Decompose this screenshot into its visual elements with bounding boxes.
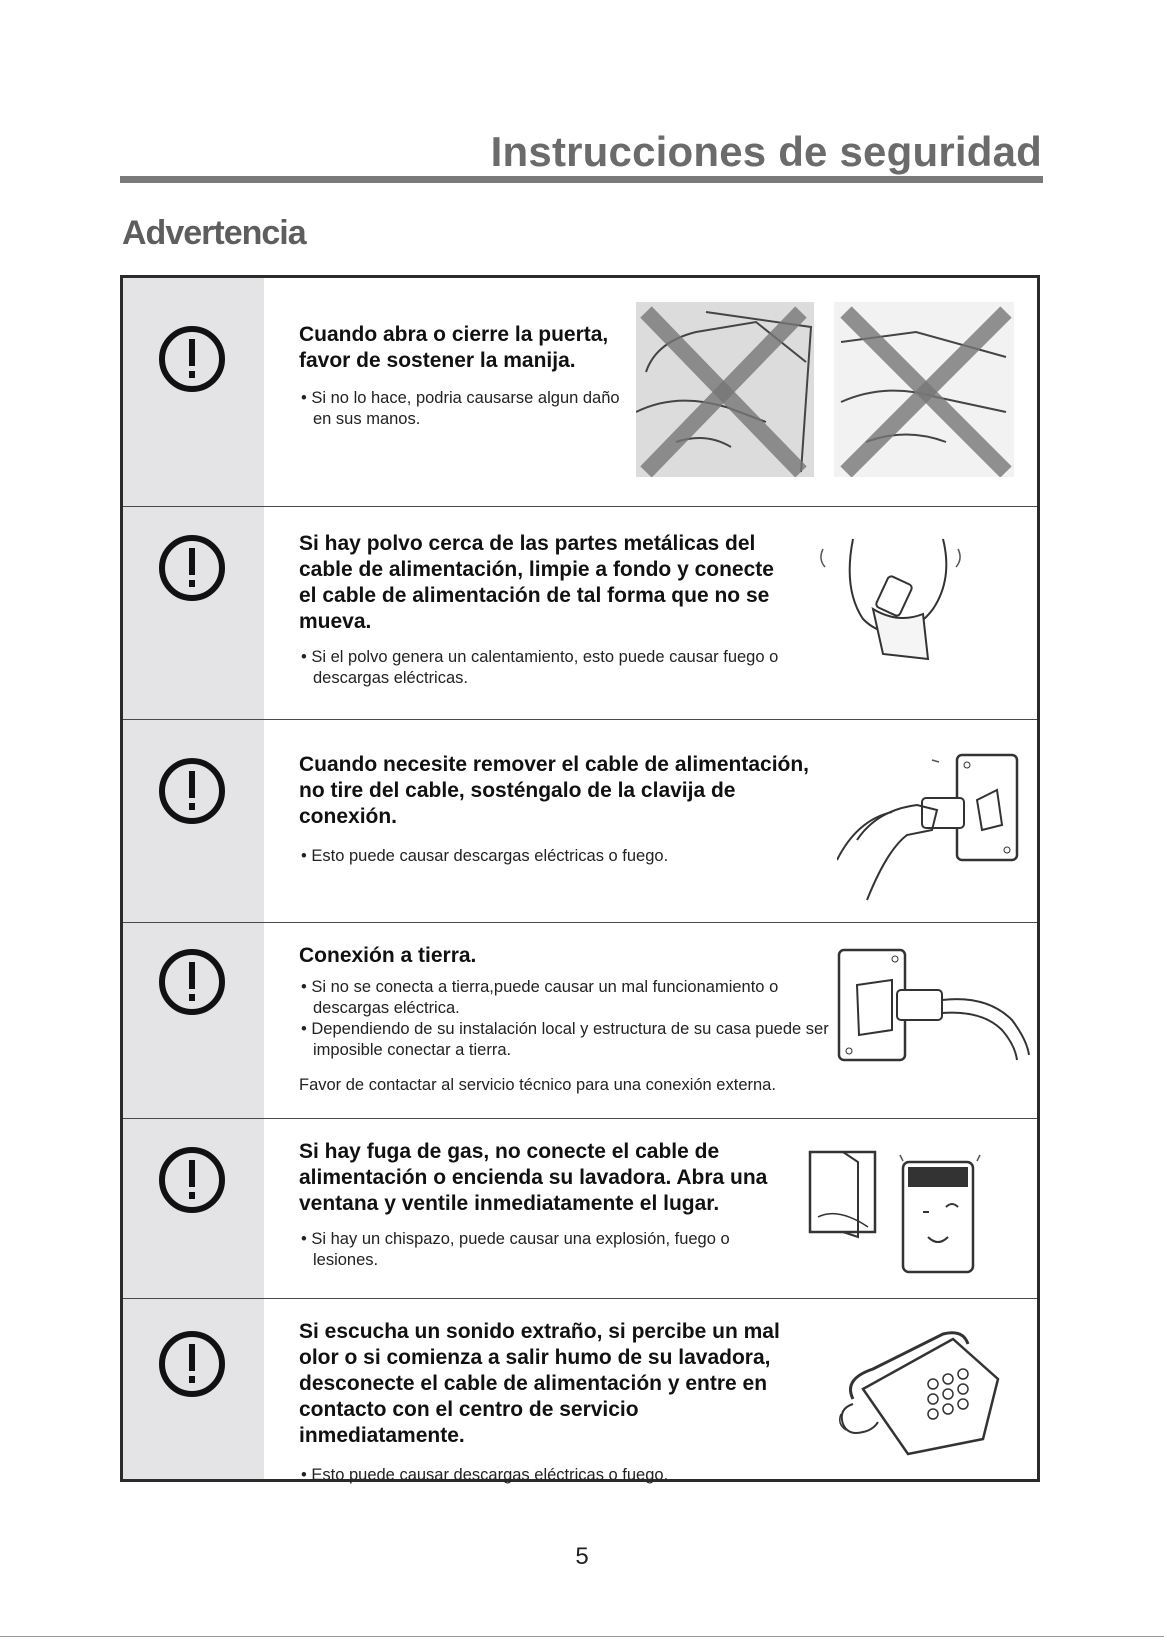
warning-row-3 xyxy=(123,719,1037,922)
exclamation-circle-icon xyxy=(157,1329,227,1399)
warning-heading: Si escucha un sonido extraño, si percibe un mal olor o si comienza a salir humo de su lavadora, desconecte el cable de alimentación y entre en contacto con el centro de servicio inmediatamente. xyxy=(299,1320,780,1447)
header-rule xyxy=(120,176,1043,183)
grounded-outlet-illustration xyxy=(837,945,1032,1068)
warning-note: Favor de contactar al servicio técnico para una conexión externa. xyxy=(299,1076,776,1094)
warning-heading: Si hay polvo cerca de las partes metálicas del cable de alimentación, limpie a fondo y conecte el cable de alimentación de tal forma que no se mueva. xyxy=(299,532,774,633)
page-title: Instrucciones de seguridad xyxy=(490,128,1042,175)
warning-row-5 xyxy=(123,1118,1037,1298)
exclamation-circle-icon xyxy=(157,1145,227,1215)
section-title: Advertencia xyxy=(122,214,306,252)
warning-heading: Si hay fuga de gas, no conecte el cable de alimentación o encienda su lavadora. Abra una ventana y ventile inmediatamente el lugar. xyxy=(299,1140,768,1215)
warning-row-4 xyxy=(123,922,1037,1118)
warning-heading: Conexión a tierra. xyxy=(299,944,477,967)
bottom-border xyxy=(0,1636,1164,1637)
warning-bullet: • Si no se conecta a tierra,puede causar un mal funcionamiento o descargas eléctrica. xyxy=(299,977,829,1019)
exclamation-circle-icon xyxy=(157,947,227,1017)
exclamation-circle-icon xyxy=(157,756,227,826)
warning-bullet: • Esto puede causar descargas eléctricas o fuego. xyxy=(299,846,839,867)
door-hand-crossed-out-illustration xyxy=(636,302,1016,482)
warning-bullet: • Dependiendo de su instalación local y estructura de su casa puede ser imposible conectar a tierra. xyxy=(299,1019,829,1061)
warning-row-6 xyxy=(123,1298,1037,1484)
warning-row-2 xyxy=(123,506,1037,719)
warning-heading: Cuando necesite remover el cable de alimentación, no tire del cable, sosténgalo de la clavija de conexión. xyxy=(299,753,810,828)
warning-table xyxy=(120,275,1040,1482)
warning-heading: Cuando abra o cierre la puerta, favor de sostener la manija. xyxy=(299,323,609,372)
warning-bullet: • Si no lo hace, podria causarse algun daño en sus manos. xyxy=(299,388,629,430)
telephone-illustration xyxy=(823,1329,1003,1464)
unplug-hand-illustration xyxy=(837,750,1022,910)
warning-bullet: • Si el polvo genera un calentamiento, esto puede causar fuego o descargas eléctricas. xyxy=(299,647,789,689)
exclamation-circle-icon xyxy=(157,533,227,603)
warning-bullet: • Esto puede causar descargas eléctricas o fuego. xyxy=(299,1465,809,1486)
warning-row-1 xyxy=(123,278,1037,506)
warning-bullet: • Si hay un chispazo, puede causar una explosión, fuego o lesiones. xyxy=(299,1229,779,1271)
window-washer-illustration xyxy=(808,1147,988,1287)
cleaning-plug-illustration xyxy=(813,529,963,669)
exclamation-circle-icon xyxy=(157,324,227,394)
page-number: 5 xyxy=(575,1543,589,1570)
